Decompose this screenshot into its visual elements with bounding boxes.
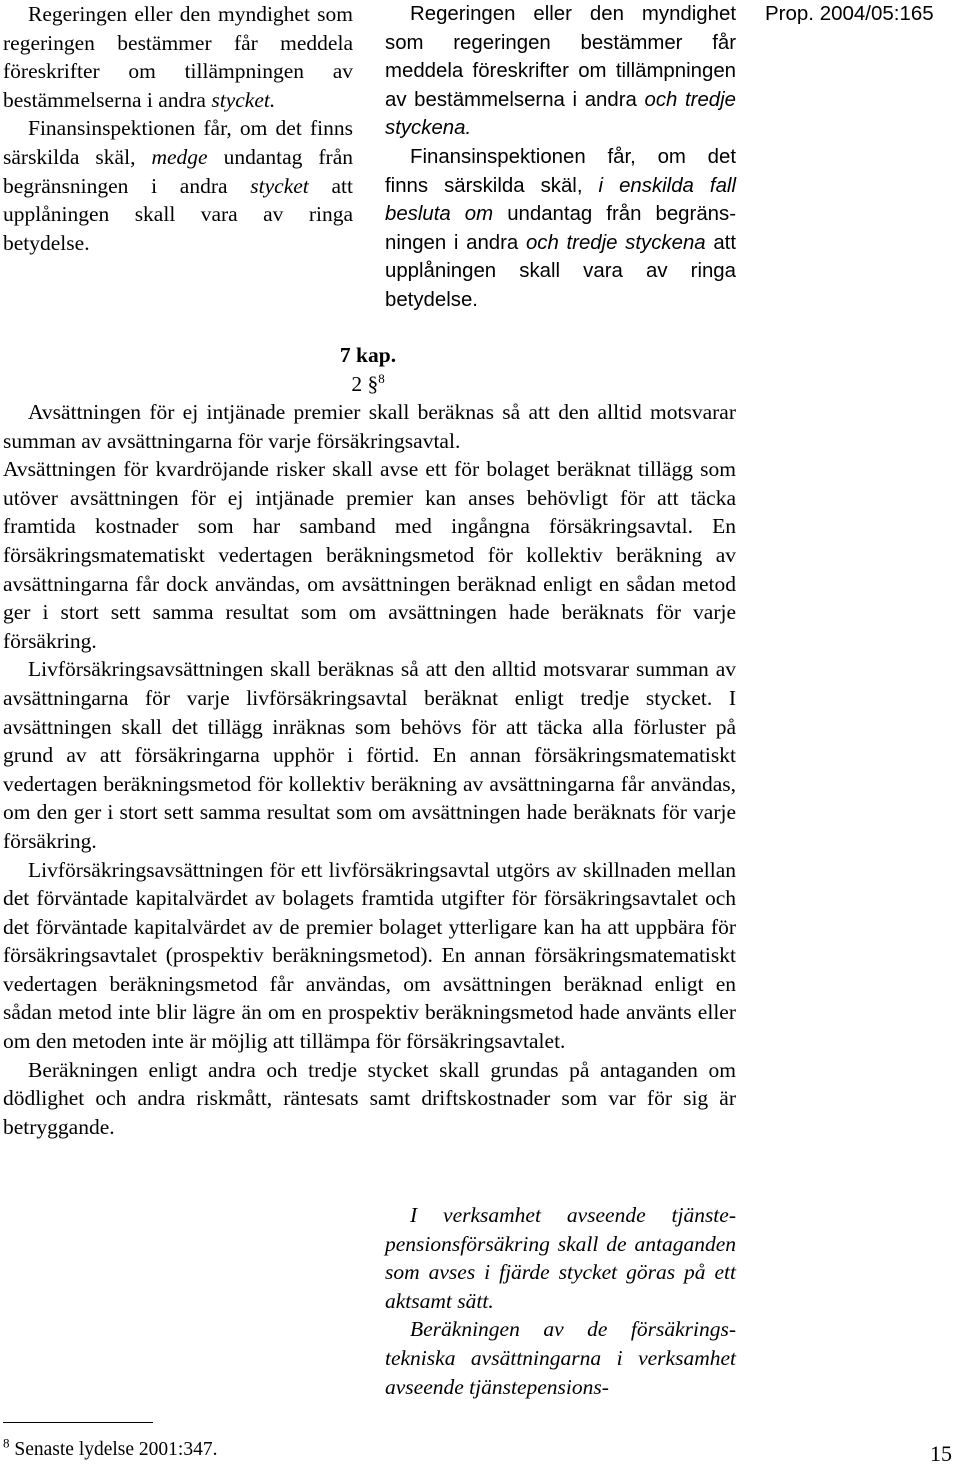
section-body xyxy=(3,398,736,1141)
page-number: 15 xyxy=(930,1441,952,1466)
footnote-reference: 8 xyxy=(378,370,385,386)
italic-paragraph-2: Beräkningen av de försäkringstekniska avsättningarna i verksamhet avseende tjänstepensions- xyxy=(385,1317,736,1399)
left-paragraph-2: Finansinspektionen får, om det finns särskilda skäl, medge undantag från begränsningen i andra stycket att upplåningen skall vara av ringa betydelse. xyxy=(3,116,354,255)
body-paragraph-3: Livförsäkringsavsättningen skall beräknas så att den alltid motsvarar summan av avsättningarna för varje livförsäkringsavtal beräknat enligt tredje stycket. I avsättningen skall det tillägg inräknas som behövs för att täcka alla förluster på grund av att försäkringarna upphör i förtid. En annan försäkringsmatematiskt vedertagen beräkningsmetod för kollektiv beräkning av avsättningarna får användas, om den ger i stort sett samma resultat som om avsättningen hade beräknats för varje försäkring. xyxy=(3,657,736,853)
right-paragraph-1: Regeringen eller den myndighet som regeringen bestämmer får meddela föreskrifter om tillämpningen av bestämmelserna i andra och tredje styckena. xyxy=(385,3,736,140)
left-column-old-text xyxy=(3,0,353,257)
footnote-text: Senaste lydelse 2001:347. xyxy=(14,1439,218,1460)
footnote-number: 8 xyxy=(3,1435,10,1451)
italic-insertion-text xyxy=(385,1201,736,1401)
body-paragraph-4: Livförsäkringsavsättningen för ett livförsäkringsavtal utgörs av skillnaden mellan det förväntade kapitalvärdet av bolagets framtida utgifter för försäkringsavtalet och det förväntade kapitalvärdet av de premier bolaget ytterligare kan ha att uppbära för försäkringsavtalet (prospektiv beräkningsmetod). En annan försäkringsmatematiskt vedertagen beräkningsmetod får användas, om avsättningen beräknad enligt en sådan metod inte blir lägre än om en prospektiv beräkningsmetod hade använts eller om den metoden inte är möjlig att tillämpa för försäkringsavtalet. xyxy=(3,857,736,1054)
footnote-divider xyxy=(3,1422,153,1423)
left-paragraph-1: Regeringen eller den myndighet som regeringen bestämmer får meddela föreskrifter om tillämpningen av bestämmelserna i andra stycket. xyxy=(3,2,353,112)
body-paragraph-5: Beräkningen enligt andra och tredje stycket skall grundas på antaganden om dödlighet och andra riskmått, räntesats samt driftskostnader som var för sig är betryggande. xyxy=(3,1057,736,1139)
section-heading: 2 §$^8$ xyxy=(351,370,385,396)
footnote xyxy=(3,1435,218,1462)
body-paragraph-2: Avsättningen för kvardröjande risker skall avse ett för bolaget beräknat tillägg som utöver avsättningen för ej intjänade premier kan anses behövligt för att täcka framtida kostnader som har samband med ingångna försäkringsavtal. En försäkringsmatematiskt vedertagen beräkningsmetod för kollektiv beräkning av avsättningarna får dock användas, om avsättningen beräknad enligt en sådan metod ger i stort sett samma resultat som om avsättningen hade beräknats för varje försäkring. xyxy=(3,457,736,653)
italic-paragraph-1: I verksamhet avseende tjänstepensionsförsäkring skall de antaganden som avses i fjärde stycket göras på ett aktsamt sätt. xyxy=(385,1203,736,1313)
running-header: Prop. 2004/05:165 xyxy=(765,2,934,25)
right-column-new-text xyxy=(385,0,736,315)
right-paragraph-2: Finansinspektionen får, om det finns särskilda skäl, i enskilda fall besluta om undantag från begränsningen i andra och tredje styckena att upplåningen skall vara av ringa betydelse. xyxy=(385,145,736,311)
body-paragraph-1: Avsättningen för ej intjänade premier skall beräknas så att den alltid motsvarar summan av avsättningarna för varje försäkringsavtal. xyxy=(3,400,736,453)
chapter-heading: 7 kap. xyxy=(339,343,397,367)
